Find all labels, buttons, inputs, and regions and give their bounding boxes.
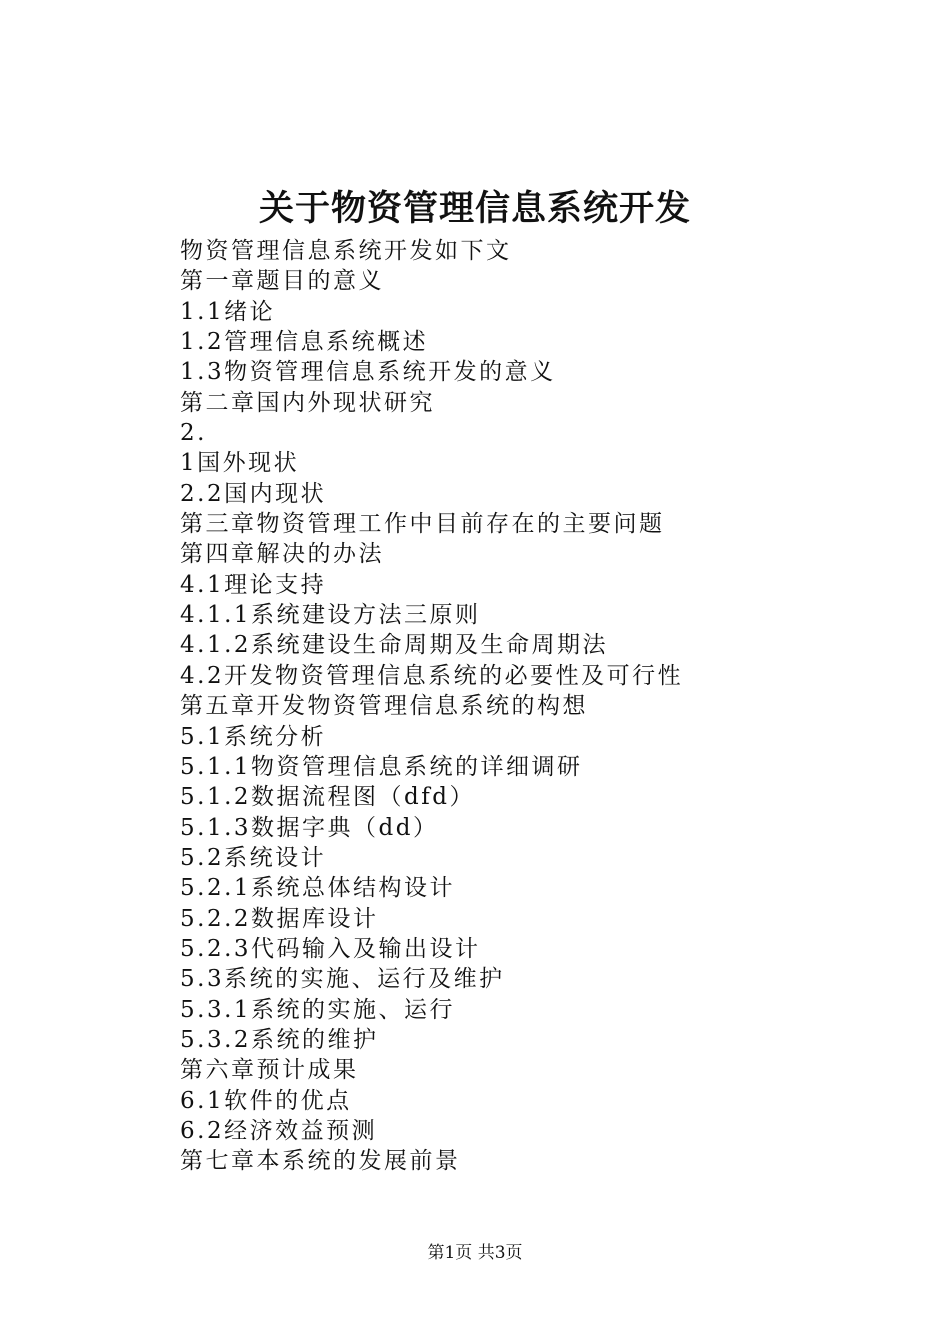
toc-line: 6.1软件的优点 xyxy=(180,1087,352,1114)
toc-line: 第四章解决的办法 xyxy=(180,541,384,568)
toc-line: 5.3系统的实施、运行及维护 xyxy=(180,966,505,993)
toc-line: 6.2经济效益预测 xyxy=(180,1117,378,1144)
toc-line: 5.2.2数据库设计 xyxy=(180,905,379,932)
toc-line: 5.3.1系统的实施、运行 xyxy=(180,996,456,1023)
toc-line: 5.2.3代码输入及输出设计 xyxy=(180,935,481,962)
toc-line: 物资管理信息系统开发如下文 xyxy=(180,238,512,264)
toc-line: 5.1.3数据字典（dd） xyxy=(180,814,439,841)
toc-line: 4.2开发物资管理信息系统的必要性及可行性 xyxy=(180,662,684,689)
toc-line: 2. xyxy=(180,420,207,447)
toc-line: 1.2管理信息系统概述 xyxy=(180,329,429,356)
toc-line: 5.2系统设计 xyxy=(180,844,327,871)
toc-line: 1国外现状 xyxy=(180,450,300,477)
toc-line: 第一章题目的意义 xyxy=(180,268,384,295)
toc-line: 1.1绪论 xyxy=(180,298,276,325)
toc-line: 5.2.1系统总体结构设计 xyxy=(180,875,456,902)
toc-line: 1.3物资管理信息系统开发的意义 xyxy=(180,359,556,386)
page-footer: 第1页 共3页 xyxy=(427,1243,523,1263)
toc-line: 4.1.1系统建设方法三原则 xyxy=(180,602,481,629)
toc-line: 4.1理论支持 xyxy=(180,571,327,598)
toc-line: 5.1系统分析 xyxy=(180,723,327,750)
toc-line: 第七章本系统的发展前景 xyxy=(180,1148,461,1175)
toc-line: 4.1.2系统建设生命周期及生命周期法 xyxy=(180,632,609,659)
table-of-contents xyxy=(180,236,880,1177)
toc-line: 5.1.2数据流程图（dfd） xyxy=(180,784,475,811)
toc-line: 2.2国内现状 xyxy=(180,480,327,507)
toc-line: 第五章开发物资管理信息系统的构想 xyxy=(180,693,588,720)
toc-line: 5.1.1物资管理信息系统的详细调研 xyxy=(180,753,583,780)
document-title: 关于物资管理信息系统开发 xyxy=(258,188,691,229)
toc-line: 第三章物资管理工作中目前存在的主要问题 xyxy=(180,511,665,538)
toc-line: 第二章国内外现状研究 xyxy=(180,389,435,416)
toc-line: 5.3.2系统的维护 xyxy=(180,1026,379,1053)
toc-line: 第六章预计成果 xyxy=(180,1057,359,1084)
